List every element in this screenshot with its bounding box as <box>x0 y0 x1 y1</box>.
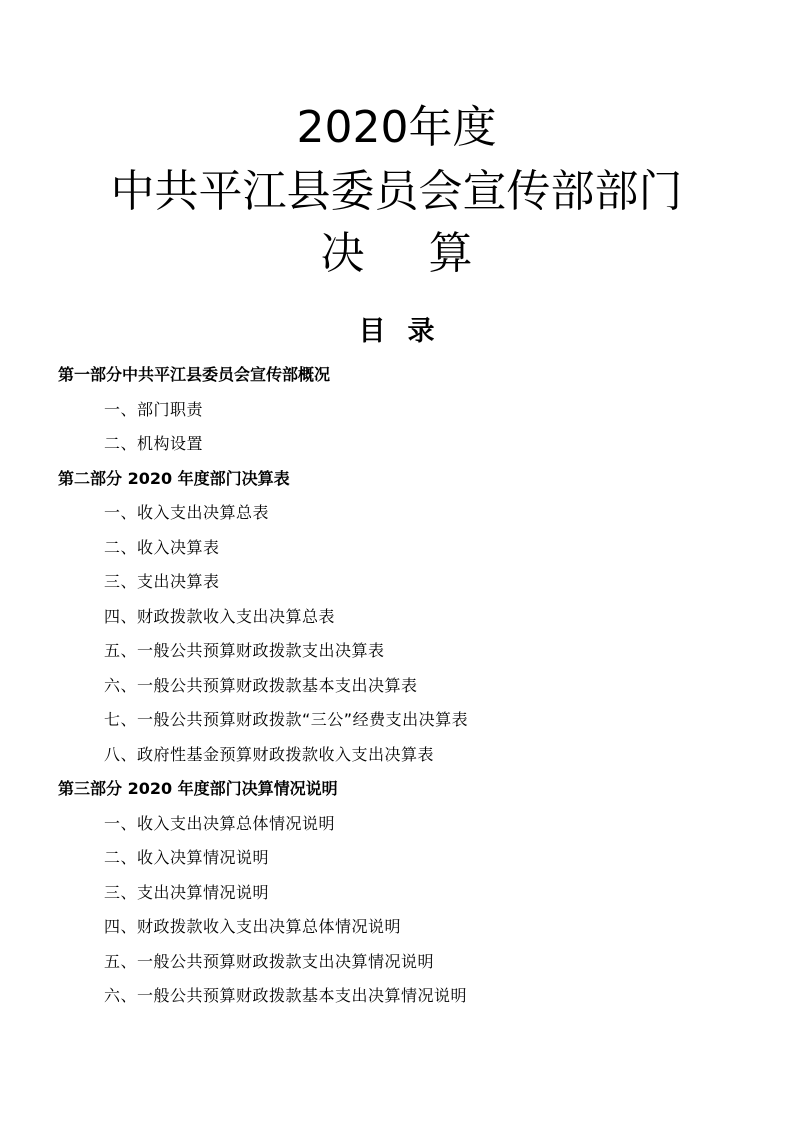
toc-item: 三、支出决算表 <box>104 572 220 591</box>
toc-item: 一、收入支出决算总体情况说明 <box>104 813 336 833</box>
toc-item: 六、一般公共预算财政拨款基本支出决算表 <box>104 675 418 695</box>
toc-item: 四、财政拨款收入支出决算总表 <box>104 606 336 626</box>
toc-item: 五、一般公共预算财政拨款支出决算情况说明 <box>104 951 435 971</box>
toc-item: 一、部门职责 <box>104 399 204 419</box>
toc-item: 一、收入支出决算总表 <box>104 503 270 522</box>
toc-heading: 目录 <box>358 316 457 347</box>
title-department: 中共平江县委员会宣传部部门 <box>110 166 683 217</box>
title-year: 2020年度 <box>296 102 497 153</box>
toc-item: 四、财政拨款收入支出决算总体情况说明 <box>104 917 402 936</box>
table-of-contents <box>58 358 758 1014</box>
toc-item: 二、机构设置 <box>104 434 204 453</box>
toc-item: 三、支出决算情况说明 <box>104 882 270 902</box>
toc-item: 二、收入决算表 <box>104 537 220 557</box>
toc-item: 五、一般公共预算财政拨款支出决算表 <box>104 641 385 660</box>
toc-item: 六、一般公共预算财政拨款基本支出决算情况说明 <box>104 986 468 1005</box>
toc-item: 七、一般公共预算财政拨款“三公”经费支出决算表 <box>104 710 469 729</box>
toc-part-3: 第三部分 2020 年度部门决算情况说明 <box>58 779 338 798</box>
toc-item: 二、收入决算情况说明 <box>104 848 270 867</box>
toc-part-1: 第一部分中共平江县委员会宣传部概况 <box>58 365 331 384</box>
toc-item: 八、政府性基金预算财政拨款收入支出决算表 <box>104 744 435 764</box>
title-final-accounts: 决算 <box>320 228 537 279</box>
toc-part-2: 第二部分 2020 年度部门决算表 <box>58 468 290 488</box>
